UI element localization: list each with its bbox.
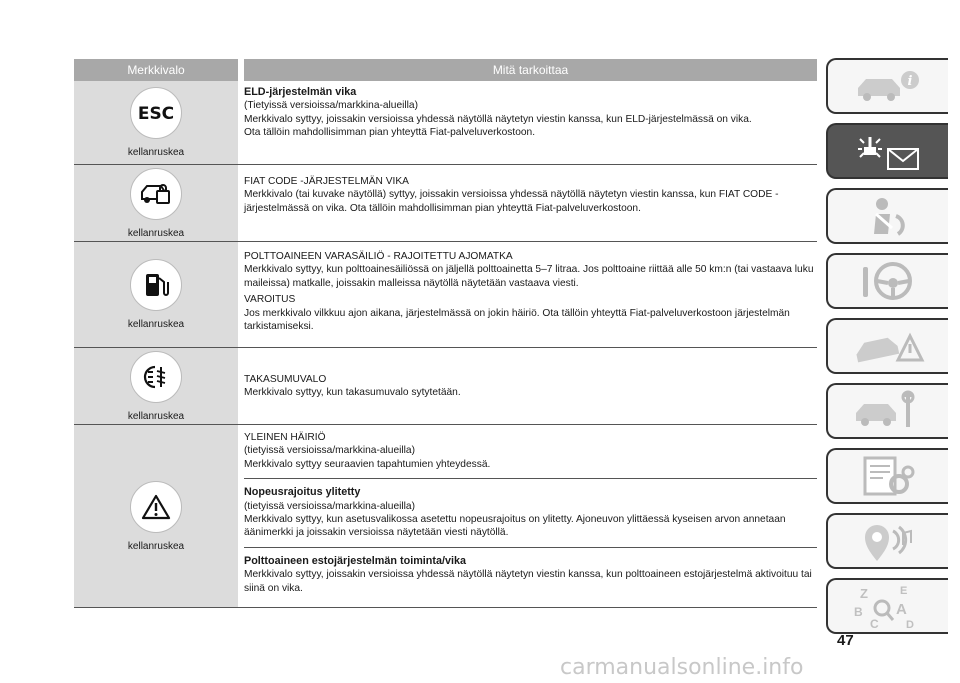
table-row bbox=[74, 81, 817, 165]
section-title: Polttoaineen estojärjestelmän toiminta/vika bbox=[244, 554, 467, 567]
rear-fog-light-icon bbox=[130, 351, 182, 403]
warning-triangle-icon bbox=[130, 481, 182, 533]
chapter-sidebar bbox=[826, 58, 960, 643]
header-merkkivalo: Merkkivalo bbox=[74, 59, 238, 81]
warning-lights-table bbox=[74, 59, 817, 608]
svg-text:i: i bbox=[907, 74, 913, 89]
description-cell bbox=[244, 165, 817, 241]
lamp-color: kellanruskea bbox=[127, 147, 185, 158]
description-line: Merkkivalo syttyy, kun polttoainesäiliössä on jäljellä polttoainetta 5–7 litraa. Jos polttoaine riittää alle 50 km:n (tai vastaava luku maileissa) matkalle, joissakin malleissa näytöllä näytetään vastaava viesti. bbox=[244, 264, 814, 289]
watermark: carmanualsonline.info bbox=[560, 655, 804, 680]
description-line: YLEINEN HÄIRIÖ bbox=[244, 432, 326, 443]
description-line: VAROITUS bbox=[244, 294, 296, 306]
description-line: Merkkivalo syttyy, kun asetusvalikossa asetettu nopeusrajoitus on ylitetty. Ajoneuvon ylittäessä kyseisen arvon annetaan äänimerkki ja joissakin versioissa näytetään viesti näytöllä. bbox=[244, 514, 786, 539]
header-mita-tarkoittaa: Mitä tarkoittaa bbox=[244, 59, 817, 81]
description-line: POLTTOAINEEN VARASÄILIÖ - RAJOITETTU AJOMATKA bbox=[244, 251, 513, 262]
svg-text:ESC: ESC bbox=[137, 104, 175, 124]
index-letter: E bbox=[900, 585, 908, 597]
description-line: Jos merkkivalo vilkkuu ajon aikana, järjestelmässä on jokin häiriö. Ota tällöin yhteyttä Fiat-palveluverkostoon järjestelmän tarkistamiseksi. bbox=[244, 307, 790, 333]
table-row bbox=[74, 348, 817, 425]
fuel-pump-icon bbox=[130, 259, 182, 311]
section-title: Nopeusrajoitus ylitetty bbox=[244, 486, 361, 499]
index-letter: B bbox=[854, 605, 863, 619]
general-fault-section bbox=[244, 431, 817, 479]
index-letter: C bbox=[870, 617, 879, 630]
table-row bbox=[74, 242, 817, 348]
description-line: Merkkivalo syttyy, joissakin versioissa yhdessä näytöllä näytetyn viestin kanssa, kun polttoaineen estojärjestelmä aktivoituu tai siinä on vika. bbox=[244, 569, 812, 594]
maintenance-icon[interactable] bbox=[826, 383, 948, 439]
description-line: (tietyissä versioissa/markkina-alueilla) bbox=[244, 500, 415, 512]
lamp-color: kellanruskea bbox=[127, 540, 185, 552]
description-line: Merkkivalo (tai kuvake näytöllä) syttyy, joissakin versioissa yhdessä näytöllä näytetyn viestin kanssa, kun FIAT CODE -järjestelmässä on vika. Ota tällöin mahdollisimman pian yhteyttä Fiat-palveluverkostoon. bbox=[244, 189, 779, 214]
table-row bbox=[74, 165, 817, 242]
description-line: Ota tällöin mahdollisimman pian yhteyttä Fiat-palveluverkostoon. bbox=[244, 127, 536, 139]
description-line: Merkkivalo syttyy seuraavien tapahtumien yhteydessä. bbox=[244, 458, 491, 470]
description-line: (tietyissä versioissa/markkina-alueilla) bbox=[244, 445, 415, 457]
emergency-icon[interactable] bbox=[826, 318, 948, 374]
description-line: (Tietyissä versioissa/markkina-alueilla) bbox=[244, 100, 418, 112]
lamp-cell bbox=[74, 425, 238, 607]
index-letter: D bbox=[906, 619, 914, 630]
multimedia-icon[interactable] bbox=[826, 513, 948, 569]
index-letter: Z bbox=[860, 586, 868, 601]
index-icon[interactable] bbox=[826, 578, 948, 634]
description-line: Merkkivalo syttyy, joissakin versioissa yhdessä näytöllä näytetyn viestin kanssa, kun ELD-järjestelmässä on vika. bbox=[244, 113, 752, 125]
car-info-icon[interactable] bbox=[826, 58, 948, 114]
fiat-code-icon bbox=[130, 168, 182, 220]
lamp-cell bbox=[74, 242, 238, 347]
description-line: FIAT CODE -JÄRJESTELMÄN VIKA bbox=[244, 176, 409, 187]
description-line: TAKASUMUVALO bbox=[244, 374, 327, 385]
index-letter: A bbox=[896, 601, 907, 618]
lamp-cell bbox=[74, 165, 238, 241]
lamp-color: kellanruskea bbox=[127, 227, 185, 239]
description-cell bbox=[244, 242, 817, 347]
lamp-cell bbox=[74, 81, 238, 164]
row-title: ELD-järjestelmän vika bbox=[244, 86, 357, 98]
description-cell bbox=[244, 425, 817, 607]
page-number: 47 bbox=[837, 632, 854, 649]
lamp-color: kellanruskea bbox=[127, 410, 185, 422]
warning-lights-icon[interactable] bbox=[826, 123, 948, 179]
steering-wheel-icon[interactable] bbox=[826, 253, 948, 309]
description-cell bbox=[244, 348, 817, 424]
speed-limit-section bbox=[244, 486, 817, 548]
lamp-color: kellanruskea bbox=[127, 319, 185, 330]
description-cell bbox=[244, 81, 817, 164]
description-line: Merkkivalo syttyy, kun takasumuvalo sytytetään. bbox=[244, 387, 461, 399]
table-row bbox=[74, 425, 817, 608]
esc-icon bbox=[130, 87, 182, 139]
technical-data-icon[interactable] bbox=[826, 448, 948, 504]
table-header bbox=[74, 59, 817, 81]
lamp-cell bbox=[74, 348, 238, 424]
fuel-cutoff-section bbox=[244, 555, 817, 595]
safety-airbag-icon[interactable] bbox=[826, 188, 948, 244]
